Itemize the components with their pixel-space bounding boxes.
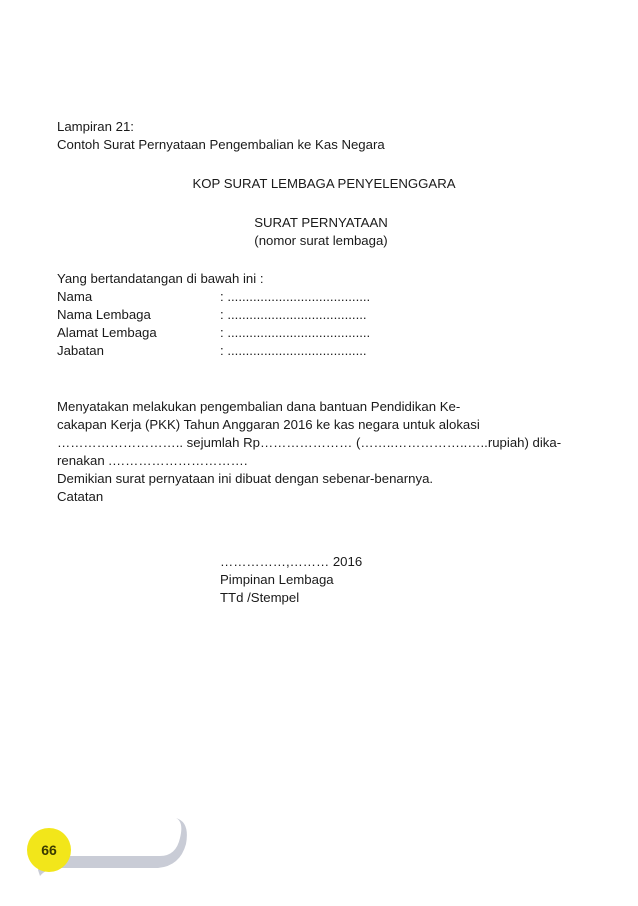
signature-stamp: TTd /Stempel [220, 590, 300, 605]
signature-position: Pimpinan Lembaga [220, 572, 334, 587]
body-line-6: Catatan [57, 489, 104, 504]
body-line-4: renakan .…………………………. [57, 453, 248, 468]
field-label-nama-lembaga: Nama Lembaga [57, 307, 151, 322]
page-number: 66 [41, 842, 57, 858]
body-line-2: cakapan Kerja (PKK) Tahun Anggaran 2016 ke kas negara untuk alokasi [57, 417, 480, 432]
field-value-jabatan: : ...................................... [220, 343, 367, 358]
field-label-jabatan: Jabatan [57, 343, 104, 358]
letter-number-note: (nomor surat lembaga) [254, 233, 388, 248]
body-line-1: Menyatakan melakukan pengembalian dana bantuan Pendidikan Ke- [57, 399, 461, 414]
field-label-alamat-lembaga: Alamat Lembaga [57, 325, 157, 340]
field-value-alamat-lembaga: : ....................................... [220, 325, 371, 340]
body-line-5: Demikian surat pernyataan ini dibuat dengan sebenar-benarnya. [57, 471, 434, 486]
letter-heading: SURAT PERNYATAAN [254, 215, 388, 230]
attachment-label: Lampiran 21: [57, 119, 134, 134]
intro-text: Yang bertandatangan di bawah ini : [57, 271, 264, 286]
field-value-nama-lembaga: : ...................................... [220, 307, 367, 322]
body-line-3: ……………………….. sejumlah Rp………………… (……..……………..…..rupiah) dika- [57, 435, 562, 450]
signature-date: ……………,……… 2016 [220, 554, 363, 569]
field-label-nama: Nama [57, 289, 93, 304]
field-value-nama: : ....................................... [220, 289, 371, 304]
document-title: Contoh Surat Pernyataan Pengembalian ke Kas Negara [57, 137, 385, 152]
letterhead: KOP SURAT LEMBAGA PENYELENGGARA [192, 176, 456, 191]
